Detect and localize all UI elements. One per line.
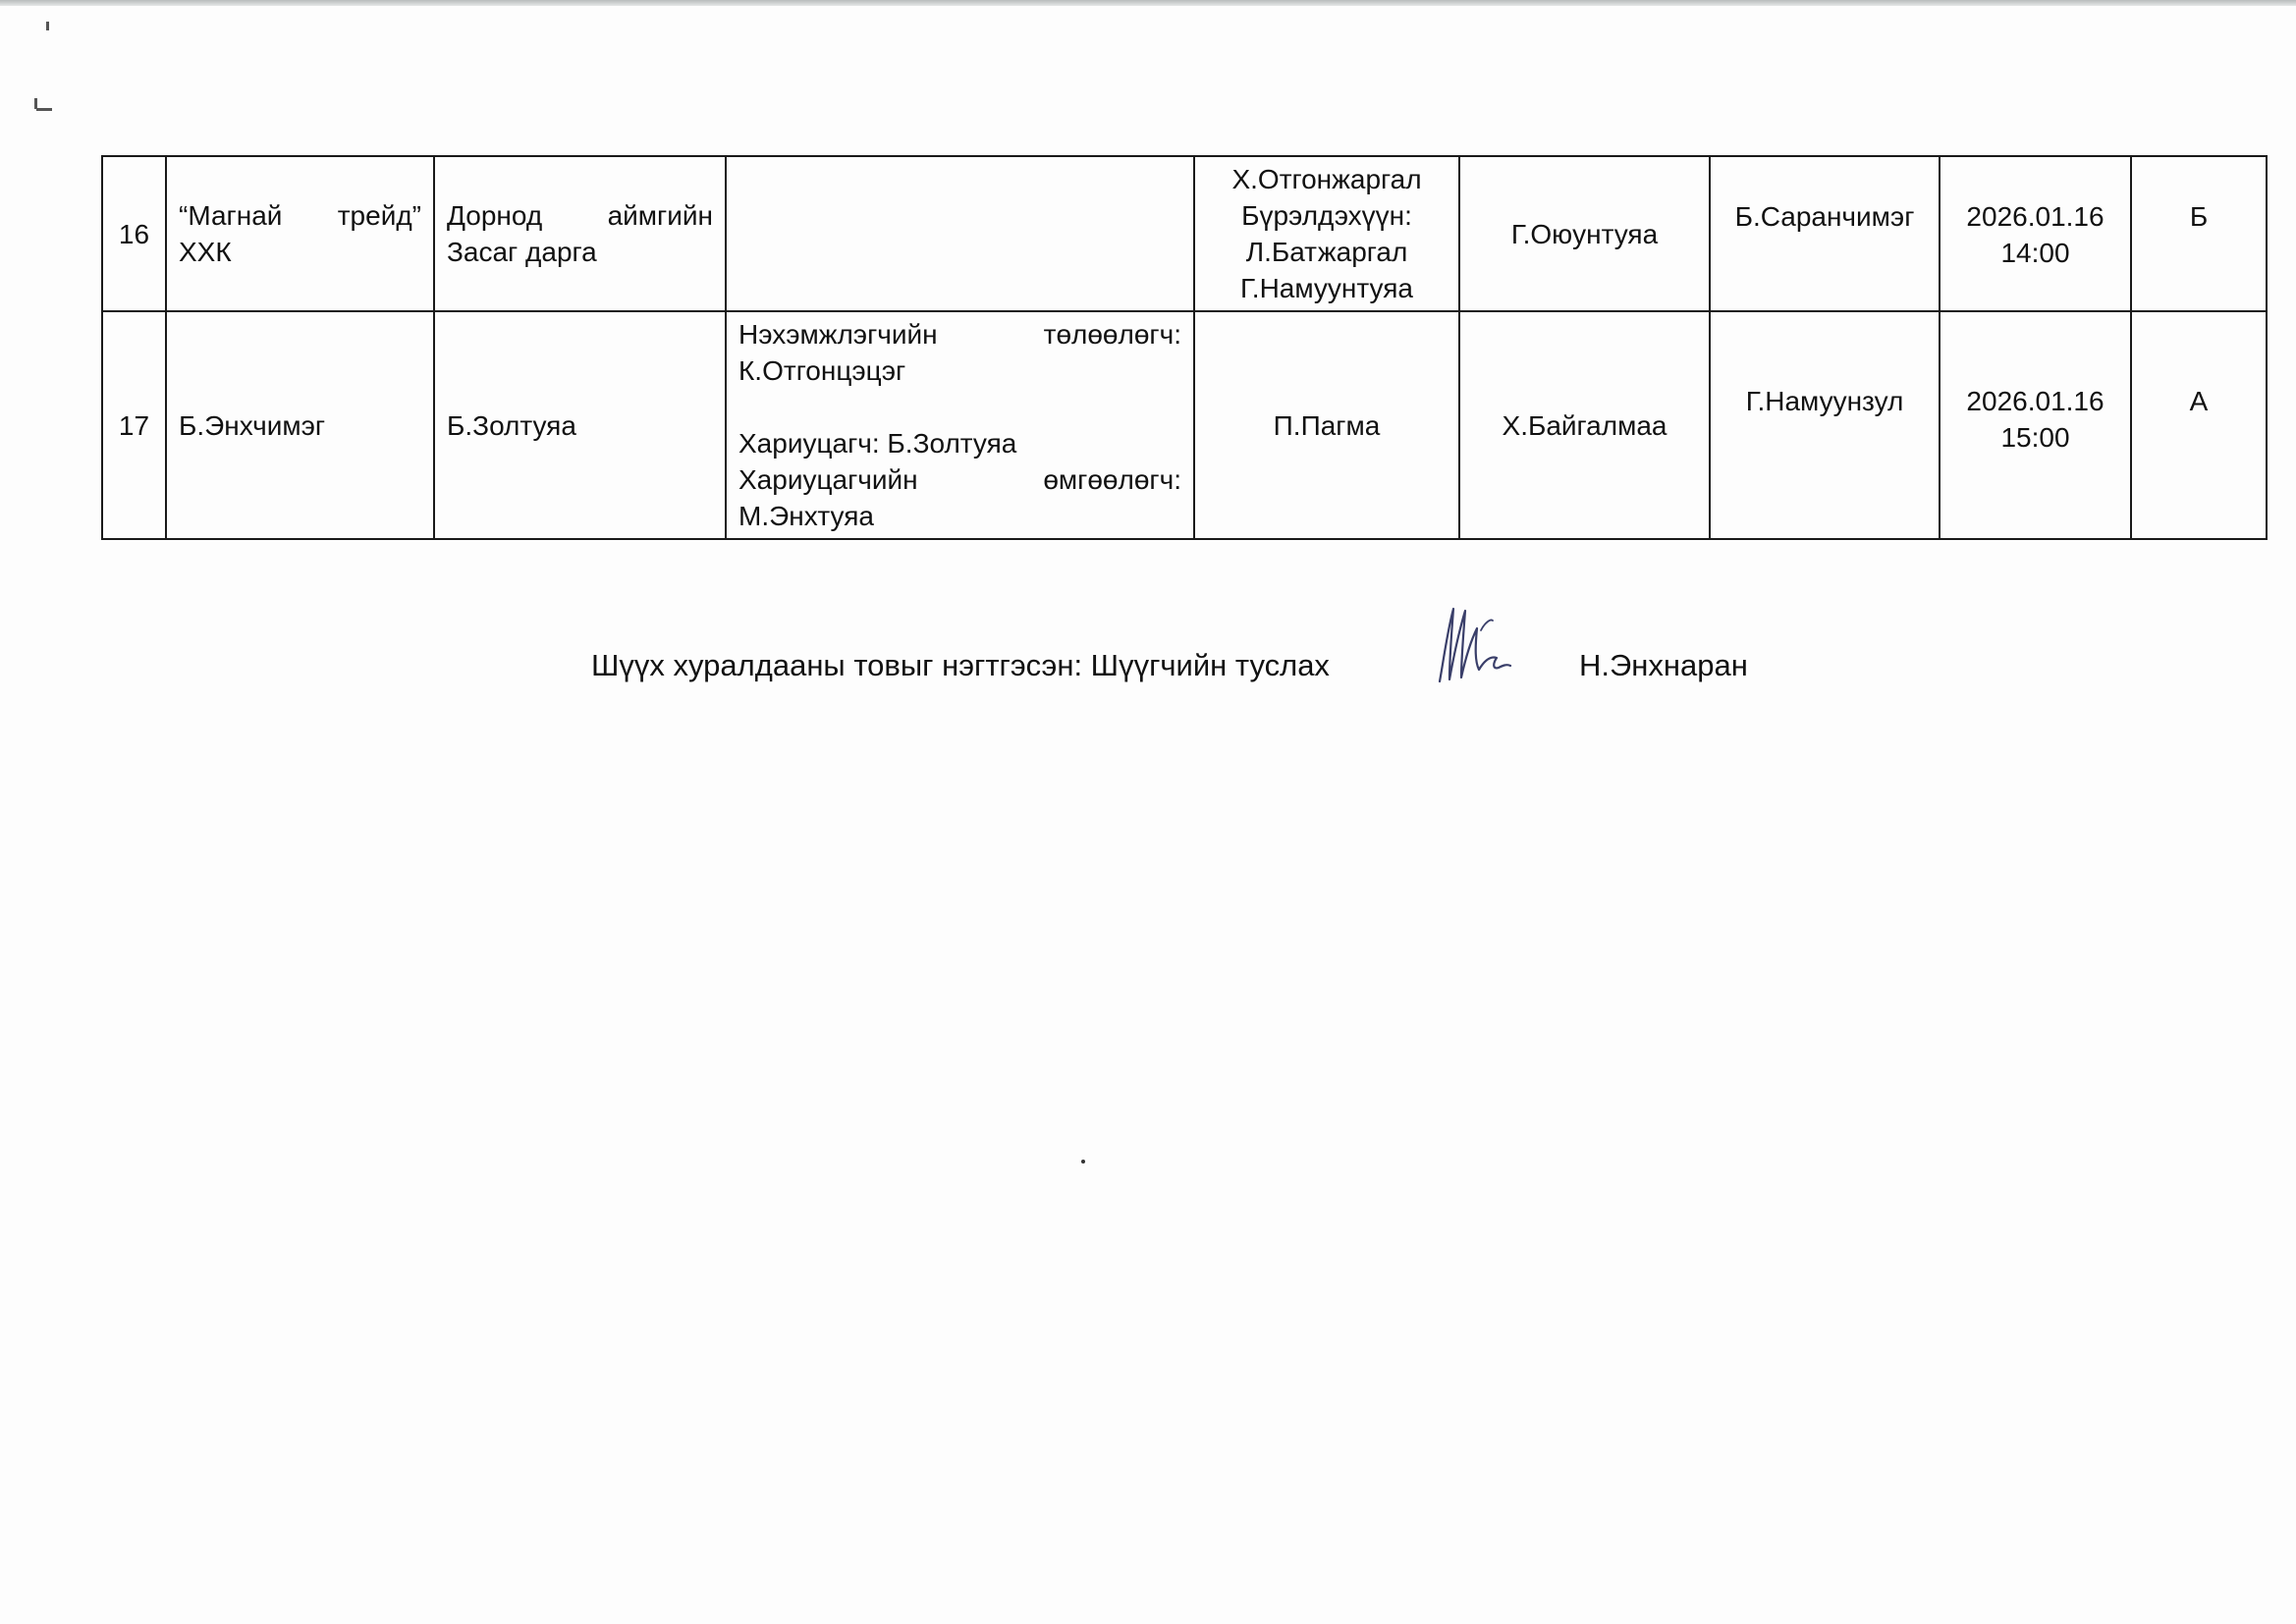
table-row [102, 156, 2267, 311]
footer [0, 644, 2296, 703]
parties-cell [726, 156, 1194, 311]
plaintiff-cell: “Магнай трейд” ХХК [166, 156, 434, 311]
datetime-cell [1940, 156, 2131, 311]
signature-image [1434, 601, 1512, 689]
judge-line: Бүрэлдэхүүн: [1241, 200, 1412, 231]
scan-mark [36, 108, 52, 111]
hearing-schedule-table [101, 155, 2268, 540]
judge-line: Х.Отгонжаргал [1231, 164, 1422, 194]
scan-mark [46, 22, 49, 30]
judge-cell [1194, 156, 1459, 311]
clerk-cell: Х.Байгалмаа [1459, 311, 1710, 539]
scan-top-edge [0, 0, 2296, 6]
assistant-cell: Г.Намуунзул [1710, 311, 1940, 539]
row-number: 17 [102, 311, 166, 539]
hearing-time: 15:00 [2000, 422, 2070, 453]
datetime-cell [1940, 311, 2131, 539]
spacer [738, 389, 1181, 425]
assistant-name: Н.Энхнаран [1579, 648, 1748, 682]
clerk-cell: Г.Оюунтуяа [1459, 156, 1710, 311]
parties-cell [726, 311, 1194, 539]
plaintiff-cell: Б.Энхчимэг [166, 311, 434, 539]
room-cell: А [2131, 311, 2267, 539]
hearing-date: 2026.01.16 [1966, 201, 2105, 232]
judge-cell: П.Пагма [1194, 311, 1459, 539]
defendant-cell: Б.Золтуяа [434, 311, 726, 539]
party-defendant: Хариуцагч: Б.Золтуяа [738, 428, 1017, 459]
assistant-cell: Б.Саранчимэг [1710, 156, 1940, 311]
hearing-time: 14:00 [2000, 238, 2070, 268]
scan-speck [1081, 1160, 1085, 1164]
table-row [102, 311, 2267, 539]
party-representative: Нэхэмжлэгчийн төлөөлөгч: К.Отгонцэцэг [738, 319, 1181, 386]
hearing-date: 2026.01.16 [1966, 386, 2105, 416]
judge-line: Г.Намуунтуяа [1240, 273, 1413, 303]
party-defense-counsel: Хариуцагчийн өмгөөлөгч: М.Энхтуяа [738, 464, 1181, 531]
room-cell: Б [2131, 156, 2267, 311]
compiled-by-label: Шүүх хуралдааны товыг нэгтгэсэн: Шүүгчийн туслах [591, 648, 1330, 682]
defendant-cell: Дорнод аймгийн Засаг дарга [434, 156, 726, 311]
row-number: 16 [102, 156, 166, 311]
judge-line: Л.Батжаргал [1245, 237, 1408, 267]
